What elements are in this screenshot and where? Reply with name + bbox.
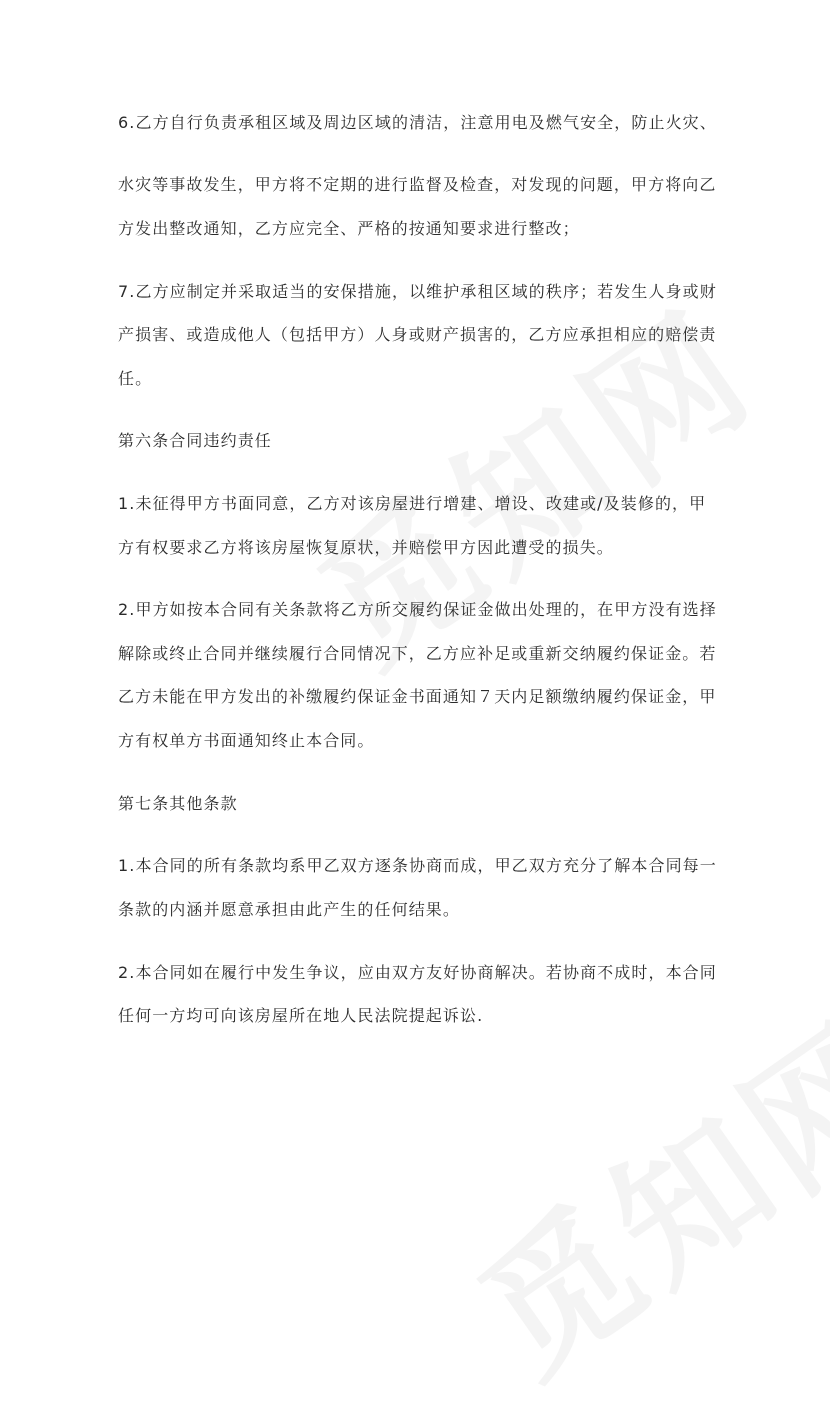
- watermark: [431, 962, 830, 1414]
- section-heading-breach: 第六条合同违约责任: [118, 431, 272, 450]
- other-clause-2-line-1: 2.本合同如在履行中发生争议，应由双方友好协商解决。若协商不成时，本合同: [118, 963, 717, 982]
- breach-clause-2-line-4: 方有权单方书面通知终止本合同。: [118, 731, 375, 750]
- breach-clause-2-line-2: 解除或终止合同并继续履行合同情况下，乙方应补足或重新交纳履约保证金。若: [118, 644, 717, 663]
- clause-6-line-3: 方发出整改通知，乙方应完全、严格的按通知要求进行整改；: [118, 219, 580, 238]
- other-clause-2-line-2: 任何一方均可向该房屋所在地人民法院提起诉讼.: [118, 1006, 484, 1025]
- other-clause-1-line-2: 条款的内涵并愿意承担由此产生的任何结果。: [118, 900, 461, 919]
- clause-7-line-1: 7.乙方应制定并采取适当的安保措施，以维护承租区域的秩序；若发生人身或财: [118, 282, 717, 301]
- clause-6-line-2: 水灾等事故发生，甲方将不定期的进行监督及检查，对发现的问题，甲方将向乙: [118, 175, 717, 194]
- clause-7-line-3: 任。: [118, 369, 153, 388]
- breach-clause-1-line-1: 1.未征得甲方书面同意，乙方对该房屋进行增建、增设、改建或/及装修的，甲: [118, 494, 707, 513]
- breach-clause-2-line-1: 2.甲方如按本合同有关条款将乙方所交履约保证金做出处理的，在甲方没有选择: [118, 600, 717, 619]
- breach-clause-2-line-3: 乙方未能在甲方发出的补缴履约保证金书面通知７天内足额缴纳履约保证金，甲: [118, 687, 717, 706]
- watermark: [271, 252, 788, 704]
- breach-clause-1-line-2: 方有权要求乙方将该房屋恢复原状，并赔偿甲方因此遭受的损失。: [118, 538, 614, 557]
- clause-7-line-2: 产损害、或造成他人（包括甲方）人身或财产损害的，乙方应承担相应的赔偿责: [118, 325, 717, 344]
- section-heading-other: 第七条其他条款: [118, 794, 238, 813]
- other-clause-1-line-1: 1.本合同的所有条款均系甲乙双方逐条协商而成，甲乙双方充分了解本合同每一: [118, 856, 717, 875]
- clause-6-line-1: 6.乙方自行负责承租区域及周边区域的清洁，注意用电及燃气安全，防止火灾、: [118, 113, 717, 132]
